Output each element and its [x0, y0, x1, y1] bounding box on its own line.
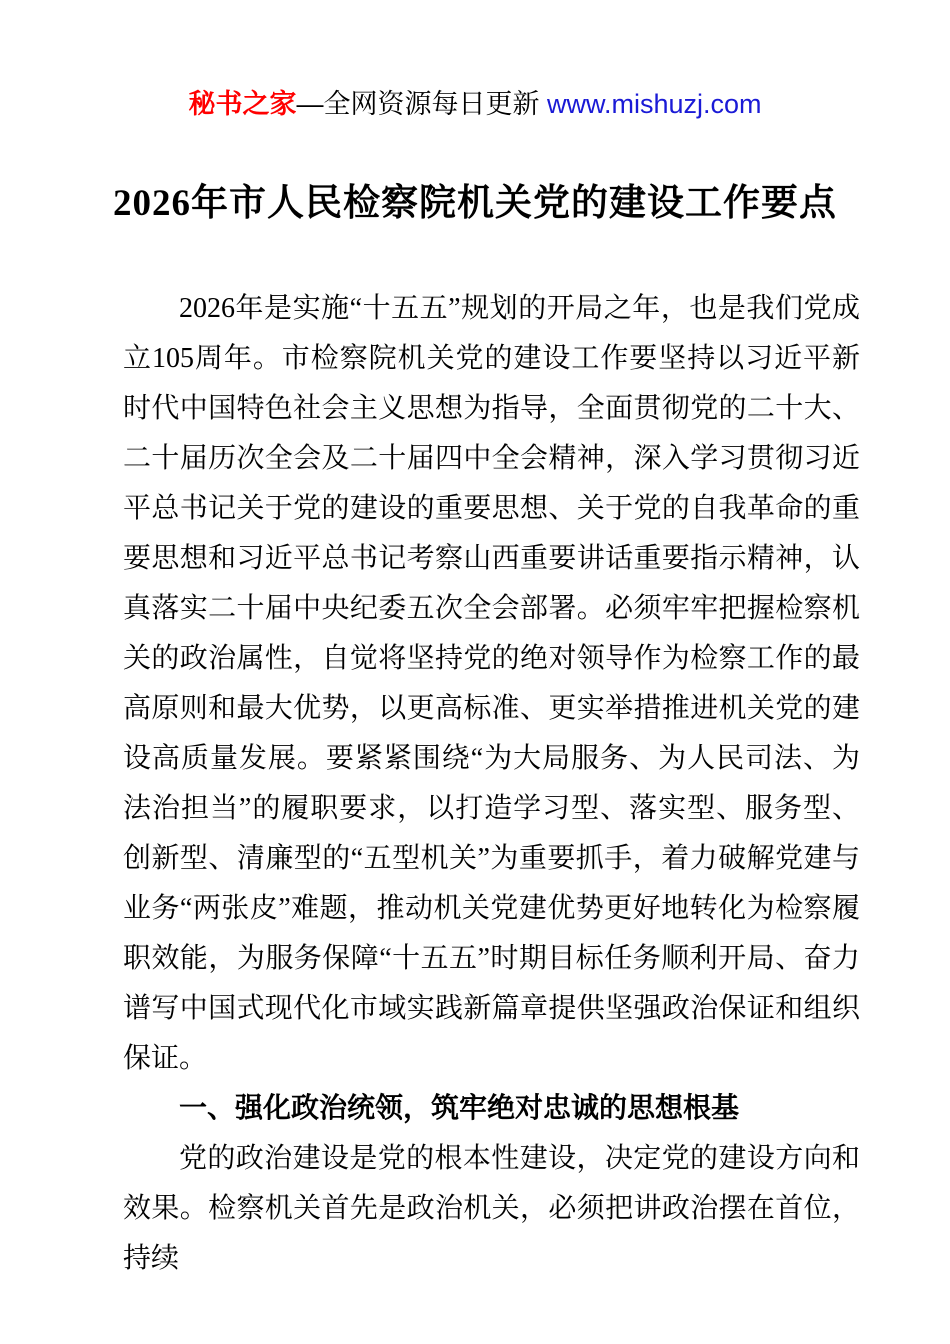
website-link[interactable]: www.mishuzj.com	[546, 89, 762, 119]
document-body	[123, 284, 860, 1284]
section-heading: 一、强化政治统领，筑牢绝对忠诚的思想根基	[179, 1093, 740, 1124]
body-paragraph: 党的政治建设是党的根本性建设，决定党的建设方向和效果。检察机关首先是政治机关，必须把讲政治摆在首位，持续	[123, 1143, 860, 1274]
document-title: 2026年市人民检察院机关党的建设工作要点	[113, 183, 837, 224]
page-header	[0, 0, 950, 124]
header-tagline: —全网资源每日更新	[296, 89, 547, 119]
brand-name: 秘书之家	[188, 89, 297, 119]
body-paragraph: 2026年是实施“十五五”规划的开局之年，也是我们党成立105周年。市检察院机关党的建设工作要坚持以习近平新时代中国特色社会主义思想为指导，全面贯彻党的二十大、二十届历次全会及二十届四中全会精神，深入学习贯彻习近平总书记关于党的建设的重要思想、关于党的自我革命的重要思想和习近平总书记考察山西重要讲话重要指示精神，认真落实二十届中央纪委五次全会部署。必须牢牢把握检察机关的政治属性，自觉将坚持党的绝对领导作为检察工作的最高原则和最大优势，以更高标准、更实举措推进机关党的建设高质量发展。要紧紧围绕“为大局服务、为人民司法、为法治担当”的履职要求，以打造学习型、落实型、服务型、创新型、清廉型的“五型机关”为重要抓手，着力破解党建与业务“两张皮”难题，推动机关党建优势更好地转化为检察履职效能，为服务保障“十五五”时期目标任务顺利开局、奋力谱写中国式现代化市域实践新篇章提供坚强政治保证和组织保证。	[123, 293, 860, 1074]
